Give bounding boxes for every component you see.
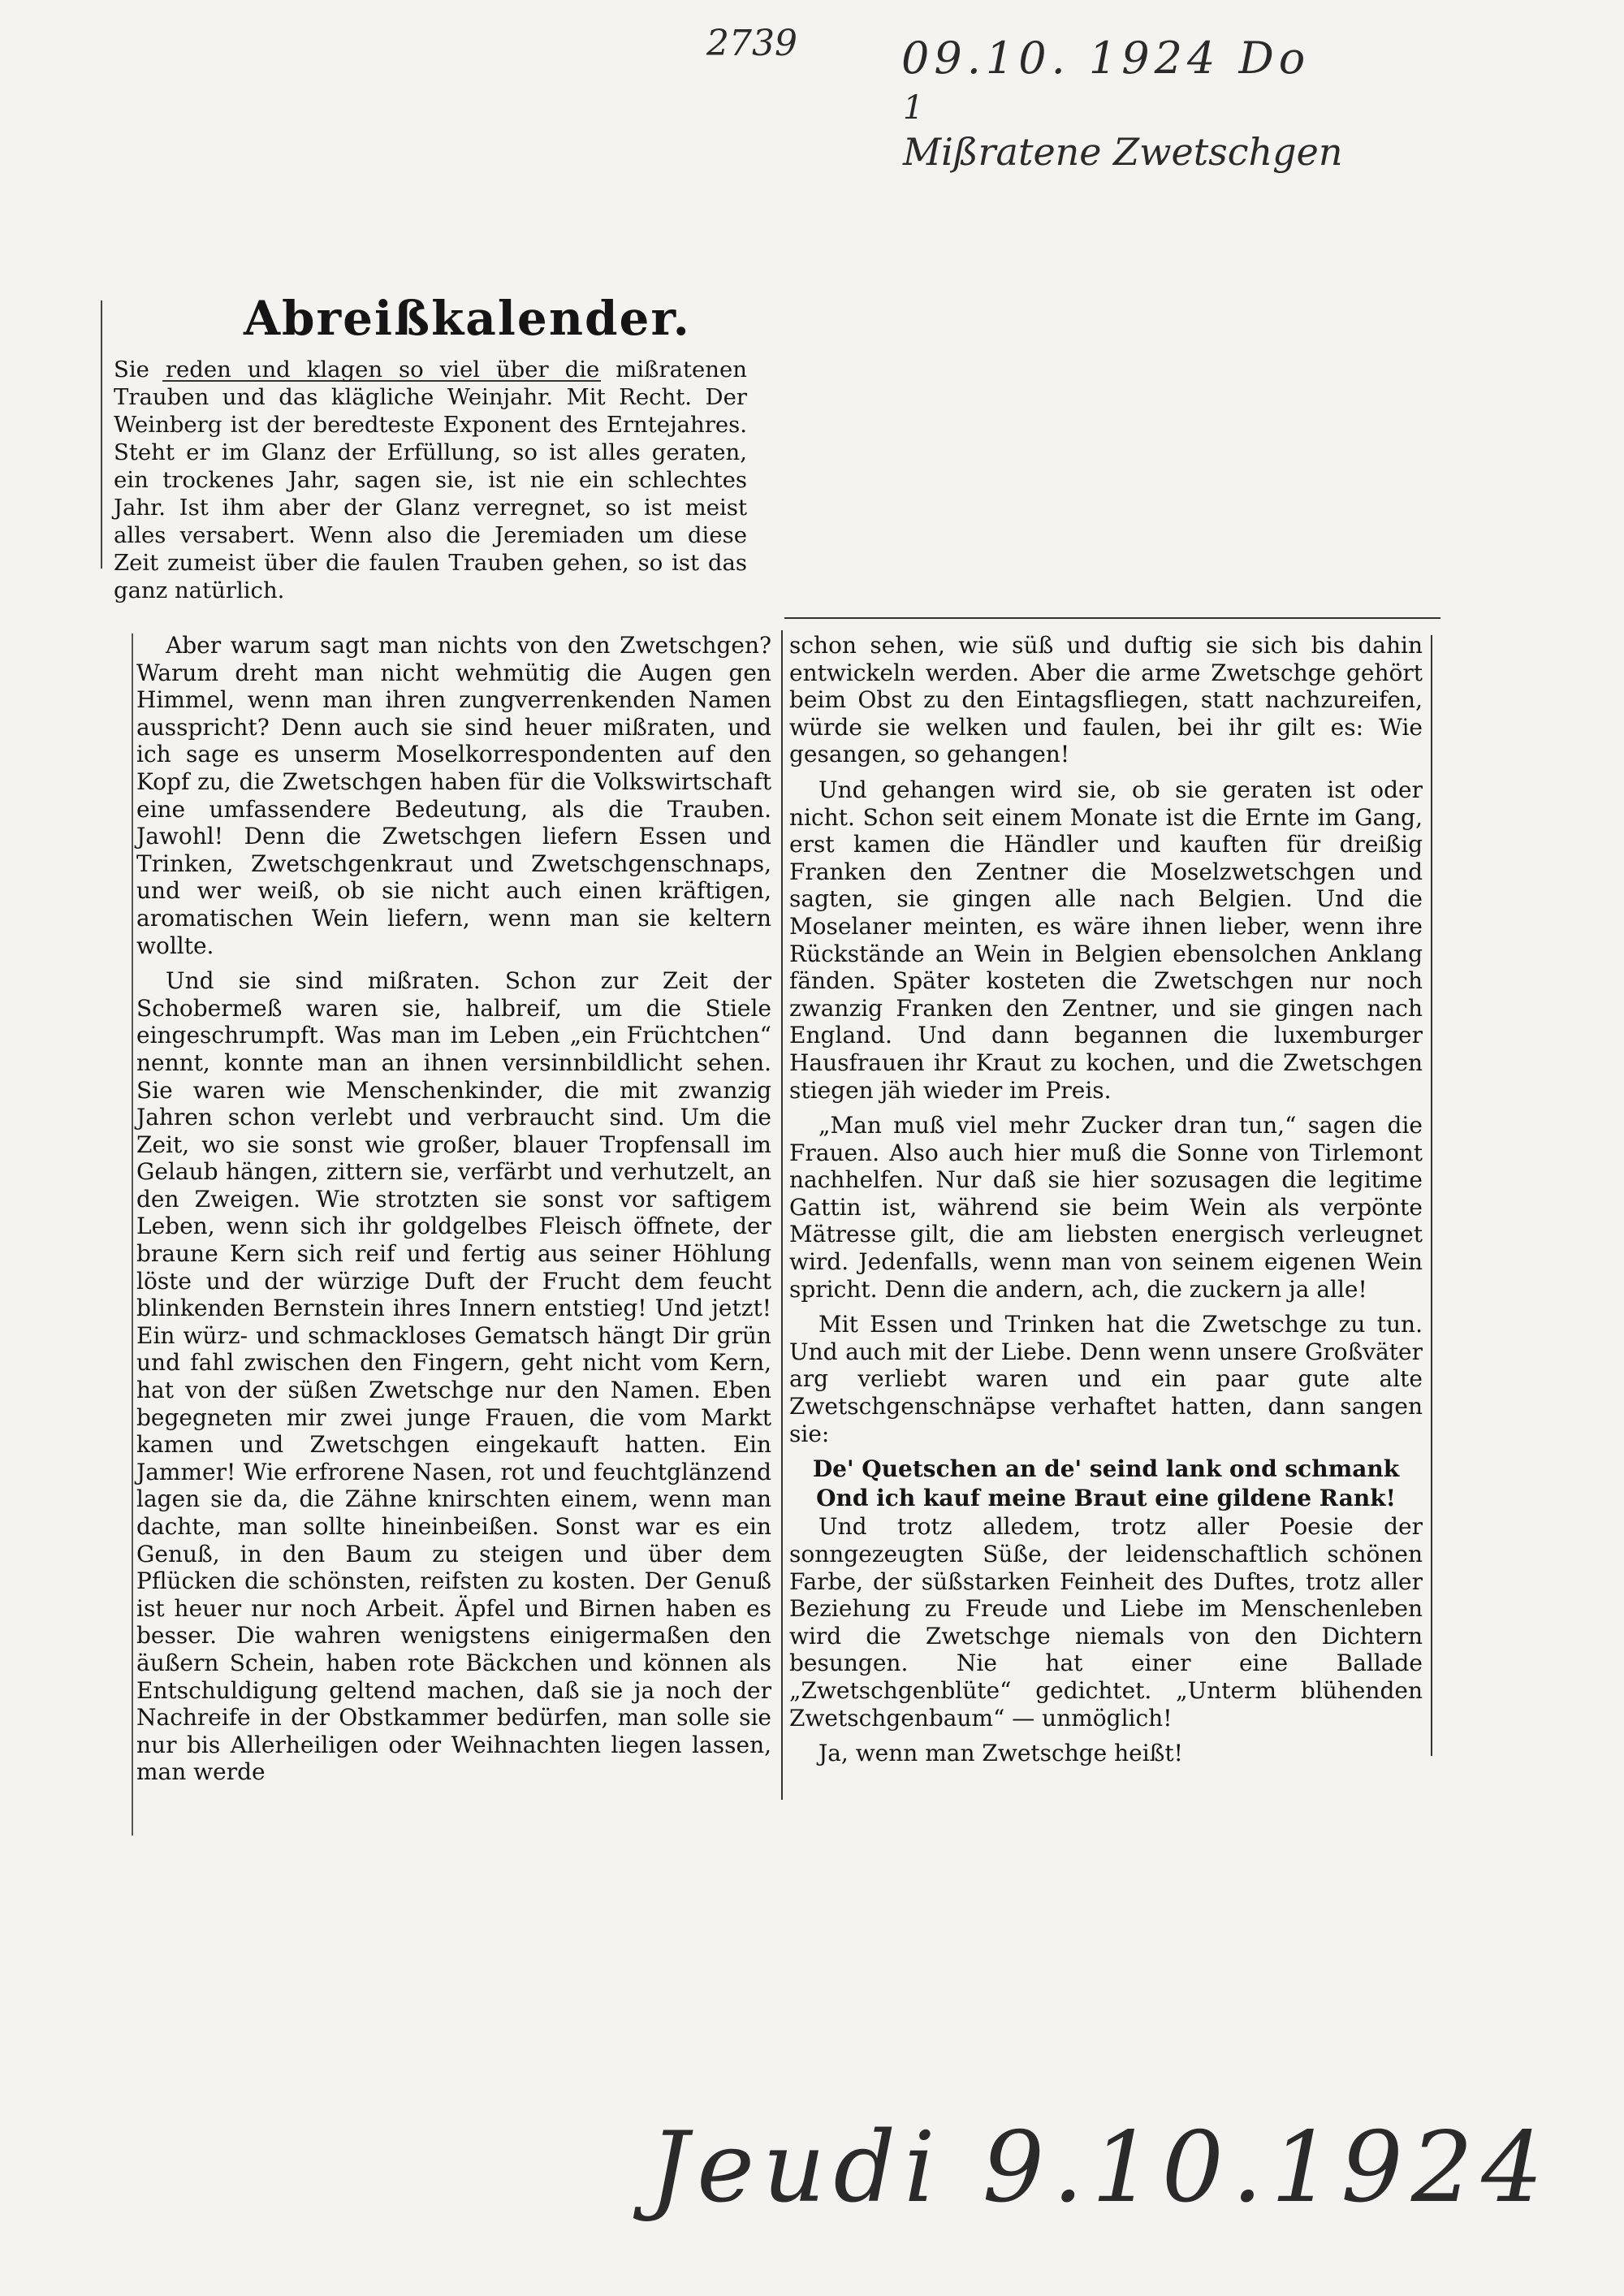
verse-line: Ond ich kauf meine Braut eine gildene Rank! xyxy=(816,1484,1396,1511)
clipping-edge-left xyxy=(101,301,102,569)
verse-line: De' Quetschen an de' seind lank ond schmank xyxy=(812,1455,1400,1483)
column-left-edge xyxy=(132,633,133,1836)
paragraph: schon sehen, wie süß und duftig sie sich bis dahin entwickeln werden. Aber die arme Zwetschge gehört beim Obst zu den Eintagsfliegen, statt nachzureifen, würde sie welken und faulen, bei ihr gilt es: Wie gesangen, so gehangen! xyxy=(789,632,1423,768)
paragraph: „Man muß viel mehr Zucker dran tun,“ sagen die Frauen. Also auch hier muß die Sonne von Tirlemont nachhelfen. Nur daß sie hier sozusagen die legitime Gattin ist, während sie beim Wein als verpönte Mätresse gilt, die am liebsten energisch verleugnet wird. Jedenfalls, wenn man von seinem eigenen Wein spricht. Denn die andern, ach, die zuckern ja alle! xyxy=(789,1112,1423,1303)
handwritten-date: 09.10. 1924 Do xyxy=(901,32,1311,84)
column-right-edge xyxy=(1431,635,1432,1756)
article-intro: Sie reden und klagen so viel über die mißratenen Trauben und das klägliche Weinjahr. Mit Recht. Der Weinberg ist der beredteste Exponent des Erntejahres. Steht er im Glanz der Erfüllung, so ist alles geraten, ein trockenes Jahr, sagen sie, ist nie ein schlechtes Jahr. Ist ihm aber der Glanz verregnet, so ist meist alles versabert. Wenn also die Jeremiaden um diese Zeit zumeist über die faulen Trauben gehen, so ist das ganz natürlich. xyxy=(114,357,747,603)
column-divider xyxy=(781,630,783,1800)
paragraph: Aber warum sagt man nichts von den Zwetschgen? Warum dreht man nicht wehmütig die Augen gen Himmel, wenn man ihren zungverrenkenden Namen ausspricht? Denn auch sie sind heuer mißraten, und ich sage es unserm Moselkorrespondenten auf den Kopf zu, die Zwetschgen haben für die Volkswirtschaft eine umfassendere Bedeutung, als die Trauben. Jawohl! Denn die Zwetschgen liefern Essen und Trinken, Zwetschgenkraut und Zwetschgenschnaps, und wer weiß, ob sie nicht auch einen kräftigen, aromatischen Wein liefern, wenn man sie keltern wollte. xyxy=(136,632,771,959)
archive-number: 2739 xyxy=(706,23,797,64)
paragraph: Mit Essen und Trinken hat die Zwetschge zu tun. Und auch mit der Liebe. Denn wenn unsere Großväter arg verliebt waren und ein paar gute alte Zwetschgenschnäpse verhaftet hatten, dann sangen sie: xyxy=(789,1311,1423,1447)
column-top-rule xyxy=(784,617,1440,619)
paragraph: Und trotz alledem, trotz aller Poesie der sonngezeugten Süße, der leidenschaftlich schönen Farbe, der süßstarken Feinheit des Duftes, trotz aller Beziehung zu Freude und Liebe im Menschenleben wird die Zwetschge niemals von den Dichtern besungen. Nie hat einer eine Ballade „Zwetschgenblüte“ gedichtet. „Unterm blühenden Zwetschgenbaum“ — unmöglich! xyxy=(789,1513,1423,1732)
paragraph: Und gehangen wird sie, ob sie geraten ist oder nicht. Schon seit einem Monate ist die Ernte im Gang, erst kamen die Händler und kauften für dreißig Franken den Zentner die Moselzwetschgen und sagten, sie gingen alle nach Belgien. Und die Moselaner meinten, es wäre ihnen lieber, wenn ihre Rückstände an Wein in Belgien ebensolchen Anklang fänden. Später kosteten die Zwetschgen nur noch zwanzig Franken den Zentner, und sie gingen nach England. Und dann begannen die luxemburger Hausfrauen ihr Kraut zu kochen, und die Zwetschgen stiegen jäh wieder im Preis. xyxy=(789,776,1423,1104)
handwritten-subject: Mißratene Zwetschgen xyxy=(903,130,1343,174)
article-headline: Abreißkalender. xyxy=(244,291,691,346)
handwritten-footer-date: Jeudi 9.10.1924 xyxy=(650,2112,1552,2225)
article-column-left xyxy=(136,632,771,1794)
handwritten-number: 1 xyxy=(903,89,924,127)
paragraph: Ja, wenn man Zwetschge heißt! xyxy=(818,1740,1183,1767)
article-column-right xyxy=(789,632,1423,1775)
paragraph: Und sie sind mißraten. Schon zur Zeit der Schobermeß waren sie, halbreif, um die Stiele eingeschrumpft. Was man im Leben „ein Früchtchen“ nennt, konnte man an ihnen versinnbildlicht sehen. Sie waren wie Menschenkinder, die mit zwanzig Jahren schon verlebt und verbraucht sind. Um die Zeit, wo sie sonst wie großer, blauer Tropfensall im Gelaub hängen, zittern sie, verfärbt und verhutzelt, an den Zweigen. Wie strotzten sie sonst vor saftigem Leben, wenn sich ihr goldgelbes Fleisch öffnete, der braune Kern sich reif und fertig aus seiner Höhlung löste und der würzige Duft der Frucht dem feucht blinkenden Bernstein ihres Innern entstieg! Und jetzt! Ein würz- und schmackloses Gematsch hängt Dir grün und fahl zwischen den Fingern, geht nicht vom Kern, hat von der süßen Zwetschge nur den Namen. Eben begegneten mir zwei junge Frauen, die vom Markt kamen und Zwetschgen eingekauft hatten. Ein Jammer! Wie erfrorene Nasen, rot und feuchtglänzend lagen sie da, die Zähne knirschten einem, wenn man dachte, man sollte hineinbeißen. Sonst war es ein Genuß, in den Baum zu steigen und über dem Pflücken die schönsten, reifsten zu kosten. Der Genuß ist heuer nur noch Arbeit. Äpfel und Birnen haben es besser. Die wahren wenigstens einigermaßen den äußern Schein, haben rote Bäckchen und können als Entschuldigung geltend machen, daß sie ja noch der Nachreife in der Obstkammer bedürfen, man solle sie nur bis Allerheiligen oder Weihnachten liegen lassen, man werde xyxy=(136,967,771,1786)
